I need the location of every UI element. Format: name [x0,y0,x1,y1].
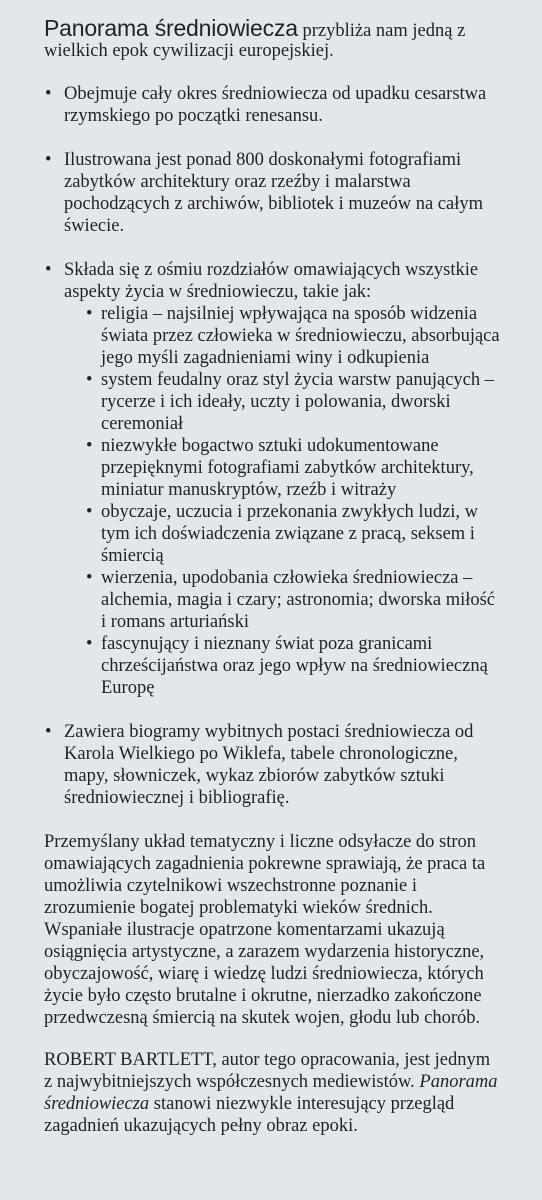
chapter-item: • niezwykłe bogactwo sztuki udokumentowane przepięknymi fotografiami zabytków architektury, miniatur manuskryptów, rzeźb i witraży [86,435,502,501]
feature-item-scope [44,83,502,127]
description-paragraph: Przemyślany układ tematyczny i liczne odsyłacze do stron omawiających zagadnienia pokrewne sprawiają, że praca ta umożliwia czytelnikowi wszechstronne poznanie i zrozumienie bogatej problematyki wieków średnich. Wspaniałe ilustracje opatrzone komentarzami ukazują osiągnięcia artystyczne, a zarazem wydarzenia historyczne, obyczajowość, wiarę i wiedzę ludzi średniowiecza, których życie było często brutalne i okrutne, nierzadko zakończone przedwczesną śmiercią na skutek wojen, głodu lub chorób. [44,832,486,1028]
feature-item-chapters [44,259,502,699]
feature-text: Ilustrowana jest ponad 800 doskonałymi fotografiami zabytków architektury oraz rzeźby i malarstwa pochodzących z archiwów, bibliotek i muzeów na całym świecie. [64,150,484,236]
feature-text: Obejmuje cały okres średniowiecza od upadku cesarstwa rzymskiego po początki renesansu. [64,84,487,126]
feature-text: Składa się z ośmiu rozdziałów omawiających wszystkie aspekty życia w średniowieczu, takie jak: [64,260,479,302]
author-paragraph [44,1049,502,1137]
feature-list [44,83,502,809]
feature-text: Zawiera biogramy wybitnych postaci średniowiecza od Karola Wielkiego po Wiklefa, tabele chronologiczne, mapy, słowniczek, wykaz zbiorów zabytków sztuki średniowiecznej i bibliografię. [64,722,474,808]
chapter-item: • religia – najsilniej wpływająca na sposób widzenia świata przez człowieka w średniowieczu, absorbująca jego myśli zagadnieniami winy i odkupienia [86,303,502,369]
chapter-item: • obyczaje, uczucia i przekonania zwykłych ludzi, w tym ich doświadczenia związane z pracą, seksem i śmiercią [86,501,502,567]
chapter-item: • system feudalny oraz styl życia warstw panujących – rycerze i ich ideały, uczty i polowania, dworski ceremoniał [86,369,502,435]
feature-item-illustrations [44,149,502,237]
book-title: Panorama średniowiecza [44,15,298,41]
intro-paragraph [44,15,502,61]
chapter-item: • wierzenia, upodobania człowieka średniowiecza – alchemia, magia i czary; astronomia; dworska miłość i romans arturiański [86,567,502,633]
author-text: , autor tego opracowania, jest jednym z najwybitniejszych współczesnych mediewistów. [44,1050,491,1092]
author-name: ROBERT BARTLETT [44,1050,213,1070]
chapter-item: • fascynujący i nieznany świat poza granicami chrześcijaństwa oraz jego wpływ na średniowieczną Europę [86,633,502,699]
intro-text: przybliża nam jedną z wielkich epok cywilizacji europejskiej. [44,21,466,61]
book-title-italic: Panorama średniowiecza [44,1072,498,1114]
chapter-list [64,303,502,699]
feature-item-appendix [44,721,502,809]
author-text: stanowi niezwykle interesujący przegląd zagadnień ukazujących pełny obraz epoki. [44,1094,455,1136]
